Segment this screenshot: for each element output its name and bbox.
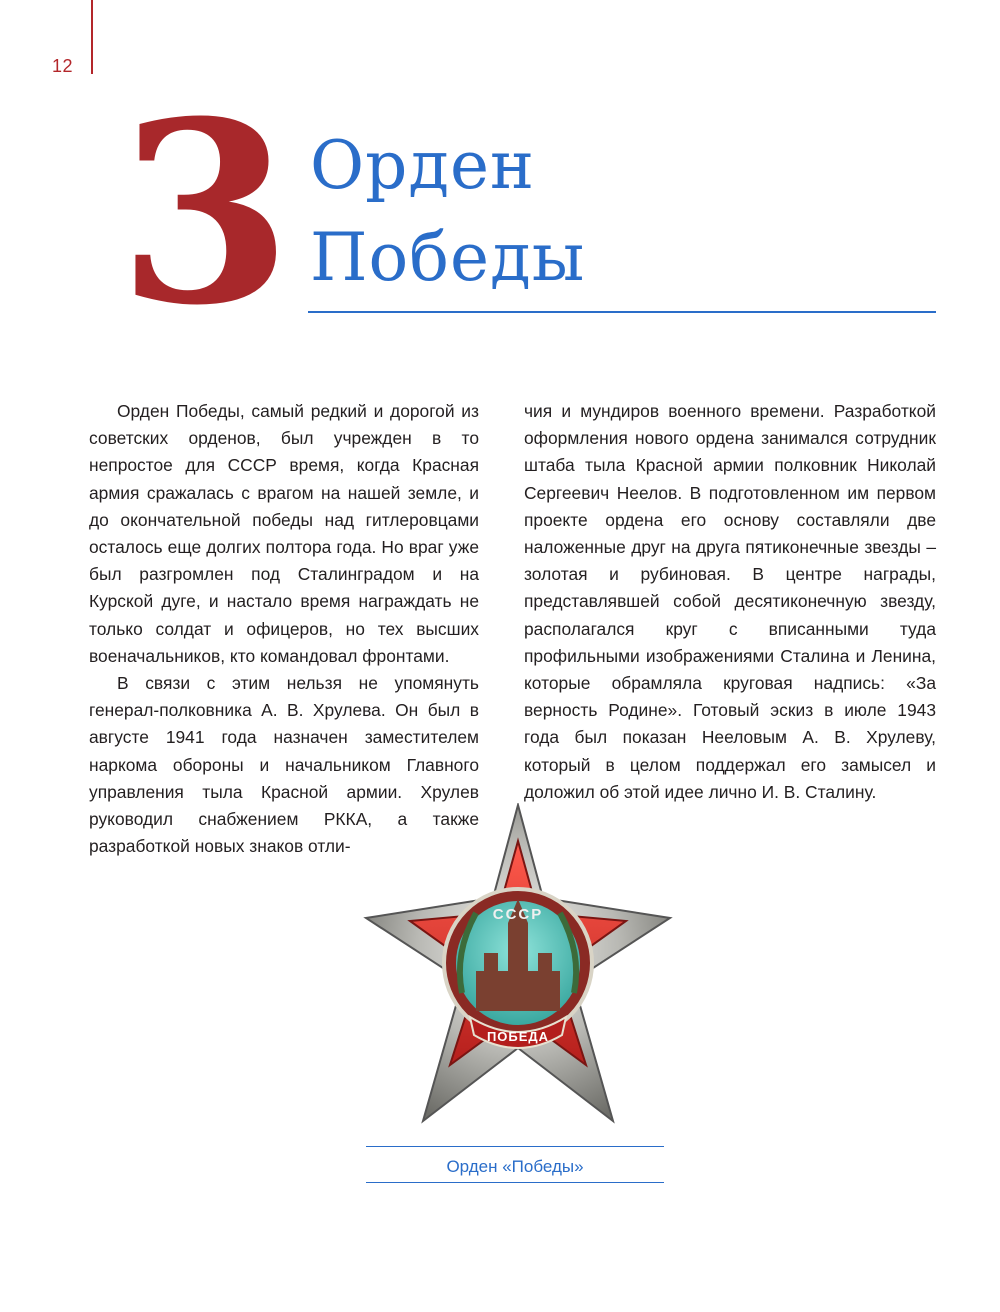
chapter-number: 3 bbox=[118, 66, 292, 360]
caption-rule-top bbox=[366, 1146, 664, 1147]
medal-graphic bbox=[358, 803, 678, 1133]
caption-rule-bottom bbox=[366, 1182, 664, 1183]
paragraph: Орден Победы, самый редкий и дорогой из советских орденов, был учрежден в то непростое для СССР время, когда Красная армия сражалась с врагом на нашей земле, и до окончательной победы над гитлеровцами осталось еще долгих полтора года. Но враг уже был разгромлен под Сталинградом и на Курской дуге, и настало время награждать не только солдат и офицеров, но тех высших военачальников, кто командовал фронтами. bbox=[89, 401, 479, 666]
paragraph: чия и мундиров военного времени. Разработкой оформления нового ордена занимался сотрудник штаба тыла Красной армии полковник Николай Сергеевич Неелов. В подготовленном им первом проекте ордена его основу составляли две наложенные друг на друга пятиконечные звезды – золотая и рубиновая. В центре награды, представлявшей собой десятиконечную звезду, располагался круг с вписанными туда профильными изображениями Сталина и Ленина, которые обрамляла круговая надпись: «За верность Родине». Готовый эскиз в июле 1943 года был показан Нееловым А. В. Хрулеву, который в целом поддержал его замысел и доложил об этой идее лично И. В. Сталину. bbox=[524, 401, 936, 802]
chapter-title bbox=[310, 120, 585, 304]
paragraph: В связи с этим нельзя не упомянуть генерал-полковника А. В. Хрулева. Он был в августе 1941 года назначен заместителем наркома обороны и начальником Главного управления тыла Красной армии. Хрулев руководил снабжением РККА, а также разработкой новых знаков отли- bbox=[89, 673, 479, 857]
text-column-right bbox=[524, 398, 936, 806]
text-column-left bbox=[89, 398, 479, 860]
title-underline bbox=[308, 311, 936, 313]
order-of-victory-image bbox=[358, 803, 678, 1133]
chapter-title-line-1: Орден bbox=[310, 127, 536, 204]
medal-ribbon-text: ПОБЕДА bbox=[486, 1029, 550, 1044]
page-number-rule bbox=[91, 0, 93, 74]
page-number: 12 bbox=[52, 56, 74, 76]
figure-caption: Орден «Победы» bbox=[446, 1157, 584, 1176]
chapter-title-line-2: Победы bbox=[310, 219, 586, 296]
medal-top-text: СССР bbox=[492, 906, 544, 923]
